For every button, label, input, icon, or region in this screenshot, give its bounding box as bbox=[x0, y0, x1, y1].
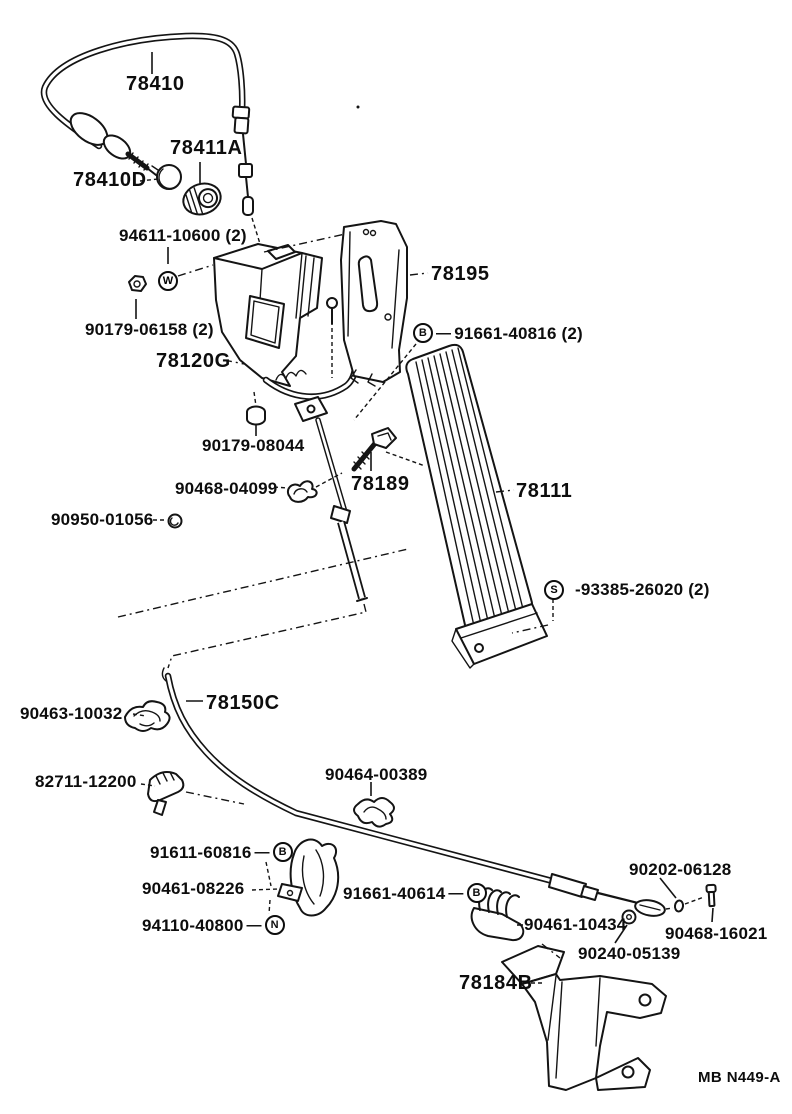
nut-90179-08044-drawing bbox=[247, 407, 265, 425]
label-91611-60816-text: 91611-60816 bbox=[150, 842, 252, 862]
circled-b-symbol: B bbox=[273, 842, 293, 862]
label-90461-10434: 90461-10434 bbox=[524, 915, 627, 934]
label-90179-08044: 90179-08044 bbox=[202, 436, 305, 455]
label-82711-12200: 82711-12200 bbox=[35, 772, 137, 791]
label-90950-01056: 90950-01056 bbox=[51, 510, 154, 529]
label-91611-60816 bbox=[150, 842, 293, 862]
label-78410: 78410 bbox=[126, 73, 185, 95]
circled-b-symbol: B bbox=[467, 883, 487, 903]
pin-90468-16021-drawing bbox=[706, 885, 716, 906]
dash-connector: — bbox=[254, 843, 270, 861]
label-78195: 78195 bbox=[431, 263, 490, 285]
label-91661-40816-text: 91661-40816 (2) bbox=[454, 323, 583, 343]
grommet-78410d-drawing bbox=[152, 165, 181, 189]
label-78189: 78189 bbox=[351, 473, 410, 495]
dash-connector: — bbox=[448, 884, 464, 902]
label-90464-00389: 90464-00389 bbox=[325, 765, 428, 784]
ring-90950-01056-drawing bbox=[169, 515, 182, 528]
label-90463-10032: 90463-10032 bbox=[20, 704, 123, 723]
pedal-bracket-78120g-drawing bbox=[214, 244, 359, 406]
nut-90179-06158-drawing bbox=[129, 276, 146, 291]
label-78150c: 78150C bbox=[206, 692, 280, 714]
label-78411a: 78411A bbox=[170, 137, 243, 159]
label-94611-10600: 94611-10600 (2) bbox=[119, 226, 247, 245]
bolt-78189-drawing bbox=[354, 428, 396, 469]
label-90202-06128: 90202-06128 bbox=[629, 860, 732, 879]
support-plate-78195-drawing bbox=[341, 221, 407, 386]
circled-b-symbol: B bbox=[413, 323, 433, 343]
circled-n-symbol: N bbox=[265, 915, 285, 935]
label-90179-06158: 90179-06158 (2) bbox=[85, 320, 214, 339]
label-90240-05139: 90240-05139 bbox=[578, 944, 681, 963]
circled-s-symbol: S bbox=[544, 580, 564, 600]
dash-connector: — bbox=[436, 324, 452, 342]
label-91661-40614 bbox=[343, 883, 487, 903]
label-91661-40816 bbox=[413, 323, 583, 343]
dash-connector: — bbox=[246, 916, 262, 934]
circled-w-symbol: W bbox=[158, 271, 178, 291]
clip-90468-04099-drawing bbox=[288, 481, 317, 502]
clip-90463-10032-drawing bbox=[125, 701, 170, 731]
label-78120g: 78120G bbox=[156, 350, 231, 372]
label-93385-26020: -93385-26020 (2) bbox=[575, 580, 710, 599]
bracket-78184b-drawing bbox=[502, 946, 666, 1090]
label-78410d: 78410D bbox=[73, 169, 147, 191]
clip-90464-00389-drawing bbox=[354, 798, 394, 827]
label-90468-16021: 90468-16021 bbox=[665, 924, 768, 943]
accelerator-pedal-78111-drawing bbox=[406, 345, 547, 668]
label-90468-04099: 90468-04099 bbox=[175, 479, 278, 498]
label-78184b: 78184B bbox=[459, 972, 533, 994]
label-90461-08226: 90461-08226 bbox=[142, 879, 245, 898]
label-94110-40800 bbox=[142, 915, 285, 935]
figure-code: MB N449-A bbox=[698, 1069, 781, 1086]
cap-78411a-drawing bbox=[179, 179, 224, 219]
label-91661-40614-text: 91661-40614 bbox=[343, 883, 446, 903]
label-78111: 78111 bbox=[516, 480, 573, 502]
label-94110-40800-text: 94110-40800 bbox=[142, 915, 244, 935]
clip-82711-12200-drawing bbox=[148, 772, 183, 815]
